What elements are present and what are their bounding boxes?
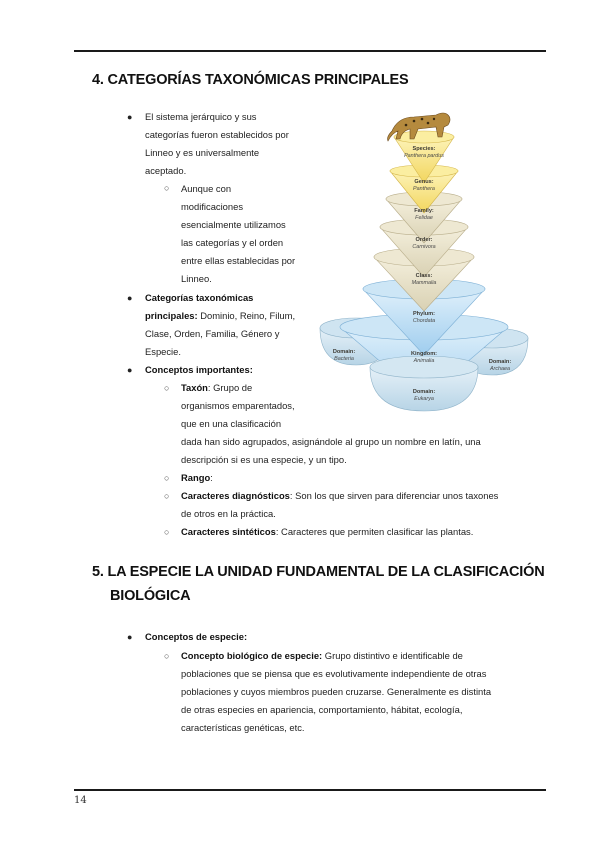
- bullet-1-line-1: El sistema jerárquico y sus: [145, 111, 257, 122]
- header-rule: [74, 50, 546, 52]
- section-5-title-line-1: 5. LA ESPECIE LA UNIDAD FUNDAMENTAL DE LA CLASIFICACIÓN: [92, 564, 545, 580]
- rango-bold: Rango: [181, 472, 211, 483]
- rango-colon: :: [210, 472, 213, 483]
- taxon-line-3: que en una clasificación: [181, 418, 282, 429]
- bullet-2-text-1: Dominio, Reino, Filum,: [197, 310, 296, 321]
- cb-bold: Concepto biológico de especie:: [181, 650, 323, 661]
- sub-1-line-2: modificaciones: [181, 201, 244, 212]
- bullet-dot: ●: [127, 293, 133, 303]
- bullet-3-bold: Conceptos importantes:: [145, 364, 253, 375]
- diag-line-2: de otros en la práctica.: [181, 508, 276, 519]
- level-1-rank-label: Genus:: [414, 179, 434, 185]
- sub-bullet-circle: ○: [164, 473, 170, 483]
- level-4-rank-label: Class:: [415, 273, 433, 279]
- section-5-bullet: [145, 628, 247, 646]
- level-3-rank-label: Order:: [415, 237, 433, 243]
- page-number: 14: [74, 795, 87, 806]
- taxon-line-2: organismos emparentados,: [181, 400, 295, 411]
- sint-text: : Caracteres que permiten clasificar las plantas.: [275, 526, 474, 537]
- level-5-name-label: Chordata: [412, 318, 436, 324]
- rango-line: [181, 469, 213, 487]
- cb-text-1: Grupo distintivo e identificable de: [322, 650, 463, 661]
- section-5-title-line-2: BIOLÓGICA: [110, 588, 191, 604]
- bullet-dot: ●: [127, 112, 133, 122]
- cb-line-1: [181, 647, 463, 665]
- bullet-1-line-2: categorías fueron establecidos por: [145, 129, 289, 140]
- domain-0-name-label: Bacteria: [334, 356, 354, 362]
- cb-line-3: poblaciones y cuyos miembros pueden cruzarse. Generalmente es distinta: [181, 686, 492, 697]
- bullet-2-line-4: Especie.: [145, 346, 181, 357]
- sub-1-line-3: esencialmente utilizamos: [181, 219, 286, 230]
- level-2-rank-label: Family:: [414, 208, 434, 214]
- sub-1-line-5: entre ellas establecidas por: [181, 255, 296, 266]
- cb-line-5: características genéticas, etc.: [181, 722, 305, 733]
- taxon-line-1: [181, 379, 252, 397]
- bullet-dot: ●: [127, 365, 133, 375]
- sub-bullet-circle: ○: [164, 183, 170, 193]
- bullet-2-line-1: [145, 289, 253, 307]
- sint-line: [181, 523, 473, 541]
- taxon-line-4: dada han sido agrupados, asignándole al grupo un nombre en latín, una: [181, 436, 481, 447]
- section-4-title: 4. CATEGORÍAS TAXONÓMICAS PRINCIPALES: [92, 72, 409, 88]
- cb-line-4: de otras especies en apariencia, comportamiento, hábitat, ecología,: [181, 704, 463, 715]
- sub-bullet-circle: ○: [164, 383, 170, 393]
- bullet-2-bold-2: principales:: [145, 310, 198, 321]
- bullet-2-bold-1: Categorías taxonómicas: [145, 292, 254, 303]
- diag-bold: Caracteres diagnósticos: [181, 490, 290, 501]
- bullet-1-line-3: Linneo y es universalmente: [145, 147, 260, 158]
- sub-1-line-4: las categorías y el orden: [181, 237, 284, 248]
- domain-1-rank-label: Domain:: [488, 359, 512, 365]
- taxon-bold: Taxón: [181, 382, 208, 393]
- level-6-rank-label: Kingdom:: [410, 351, 438, 357]
- domain-2-rank-label: Domain:: [412, 389, 436, 395]
- sub-bullet-circle: ○: [164, 527, 170, 537]
- sub-1-line-6: Linneo.: [181, 273, 212, 284]
- domain-0-rank-label: Domain:: [332, 349, 356, 355]
- level-4-name-label: Mammalia: [411, 280, 437, 286]
- domain-2-name-label: Eukarya: [414, 396, 434, 402]
- sint-bold: Caracteres sintéticos: [181, 526, 276, 537]
- diag-line-1: [181, 487, 498, 505]
- cb-line-2: poblaciones que se piensa que es evolutivamente independiente de otras: [181, 668, 487, 679]
- taxon-line-5: descripción si es una especie, y un tipo.: [181, 454, 347, 465]
- bullet-dot: ●: [127, 632, 133, 642]
- sub-bullet-circle: ○: [164, 491, 170, 501]
- level-6-name-label: Animalia: [413, 358, 435, 364]
- level-1-name-label: Panthera: [413, 186, 435, 192]
- level-0-rank-label: Species:: [412, 146, 436, 152]
- bullet-3-line: [145, 361, 253, 379]
- footer-rule: [74, 789, 546, 791]
- bullet-1-line-4: aceptado.: [145, 165, 187, 176]
- level-2-name-label: Felidae: [415, 215, 433, 221]
- domain-1-name-label: Archaea: [489, 366, 511, 372]
- level-5-rank-label: Phylum:: [412, 311, 436, 317]
- taxonomy-cones-figure: [318, 103, 530, 415]
- bullet-2-line-3: Clase, Orden, Familia, Género y: [145, 328, 280, 339]
- level-3-name-label: Carnivora: [412, 244, 436, 250]
- sub-bullet-circle: ○: [164, 651, 170, 661]
- sub-1-line-1: Aunque con: [181, 183, 232, 194]
- taxon-text-1: : Grupo de: [207, 382, 253, 393]
- section-5-bullet-bold: Conceptos de especie:: [145, 631, 248, 642]
- bullet-2-line-2: [145, 307, 295, 325]
- diag-text-1: : Son los que sirven para diferenciar unos taxones: [289, 490, 499, 501]
- level-0-name-label: Panthera pardus: [404, 153, 444, 159]
